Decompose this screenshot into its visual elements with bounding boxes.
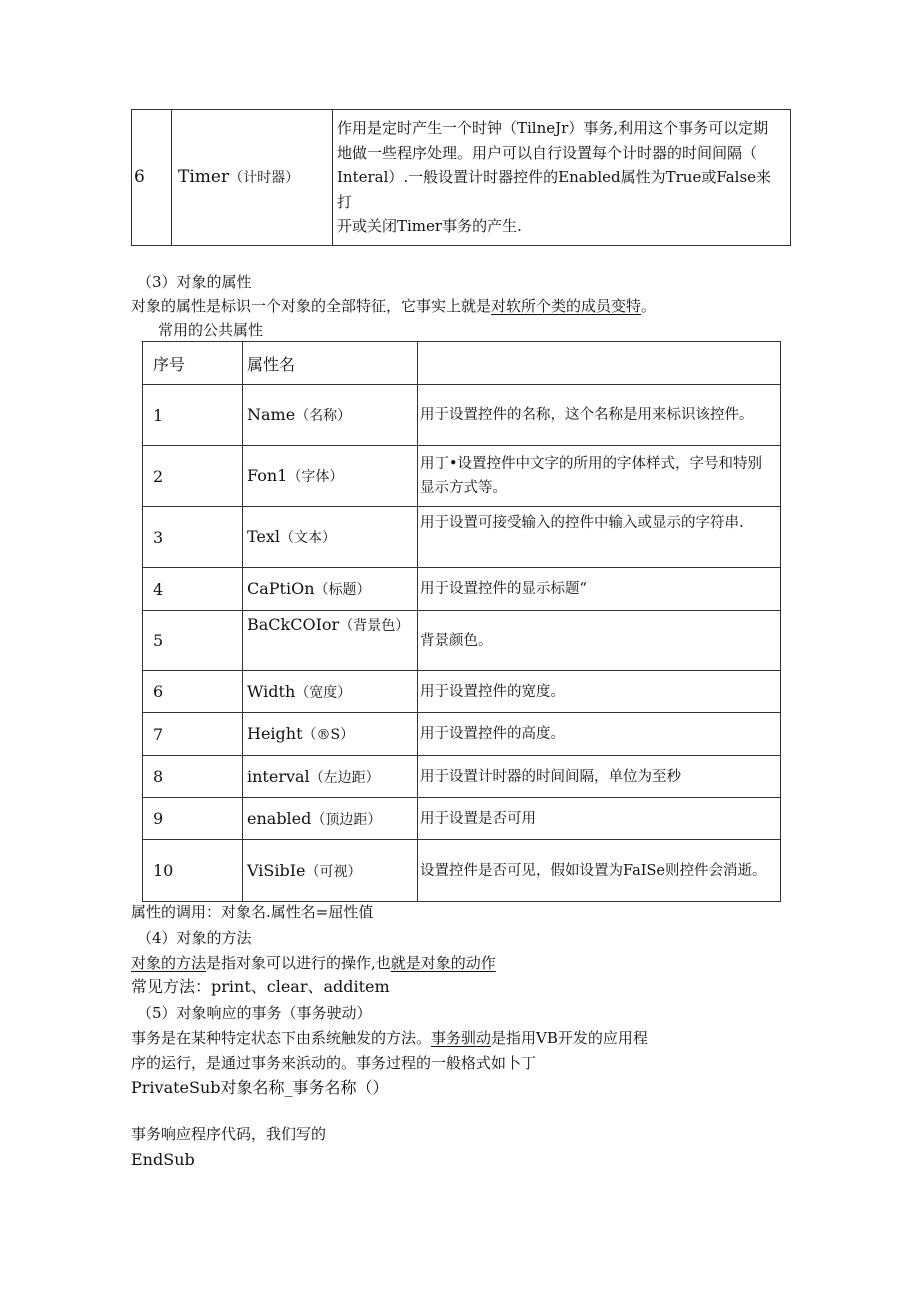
section-intro: 对象的属性是标识一个对象的全部特征，它事实上就是对软所个类的成员变特。	[131, 297, 657, 315]
property-call-line: 属性的调用：对象名.属性名=屈性值	[131, 903, 374, 921]
event-paragraph-line2: 序的运行，是通过事务来浜动的。事务过程的一般格式如卜丁	[131, 1054, 537, 1072]
header-name: 属性名	[243, 342, 418, 385]
section-heading-5: （5）对象响应的事务（事务驶动）	[137, 1004, 372, 1022]
common-methods: 常见方法：print、clear、additem	[131, 977, 390, 996]
table-row: 4 CaPtiOn（标题） 用于设置控件的显示标题“	[143, 568, 781, 611]
table-caption: 常用的公共属性	[158, 321, 264, 339]
table-row: 3 Texl（文本） 用于设置可接受输入的控件中输入或显示的字符串.	[143, 507, 781, 568]
table-row: 9 enabled（顶边距） 用于设置是否可用	[143, 798, 781, 840]
table-row: 10 ViSibIe（可视） 设置控件是否可见，假如设置为FaISe则控件会消逝。	[143, 840, 781, 902]
table-row: 8 interval（左边距） 用于设置计时器的时间间隔，单位为至秒	[143, 756, 781, 798]
property-table	[142, 341, 781, 902]
table-row: 7 Height（®S） 用于设置控件的高度。	[143, 713, 781, 756]
table-row	[132, 110, 791, 246]
event-paragraph-line1: 事务是在某种特定状态下由系统触发的方法。事务驯动是指用VB开发的应用程	[131, 1029, 648, 1047]
table-row: 6 Width（宽度） 用于设置控件的宽度。	[143, 671, 781, 713]
section-heading-3: （3）对象的属性	[137, 273, 252, 291]
table-row: 2 Fon1（字体） 用丁•设置控件中文字的所用的字体样式，字号和特别显示方式等。	[143, 446, 781, 507]
section-heading-4: （4）对象的方法	[137, 929, 252, 947]
table-header-row	[143, 342, 781, 385]
table-row: 5 BaCkCOIor（背景色） 背景颜色。	[143, 611, 781, 671]
row-number: 6	[132, 110, 172, 246]
timer-table	[131, 109, 791, 246]
code-line-2: 事务响应程序代码，我们写的	[131, 1125, 327, 1143]
header-desc	[418, 342, 781, 385]
property-name: Timer（计时器）	[172, 110, 333, 246]
code-line-1: PrivateSub对象名称_事务名称（）	[131, 1078, 389, 1097]
method-definition: 对象的方法是指对象可以进行的操作,也就是对象的动作	[131, 954, 496, 972]
code-line-3: EndSub	[131, 1150, 195, 1169]
property-description: 作用是定时产生一个时钟（TilneJr）事务,利用这个事务可以定期 地做一些程序处理。用户可以自行设置每个计时器的时间间隔（ Interal）.一般设置计时器控件的Enabled属性为True或False来打 开或关闭Timer事务的产生.	[333, 110, 791, 246]
header-no: 序号	[143, 342, 243, 385]
table-row: 1 Name（名称） 用于设置控件的名称，这个名称是用来标识该控件。	[143, 385, 781, 446]
